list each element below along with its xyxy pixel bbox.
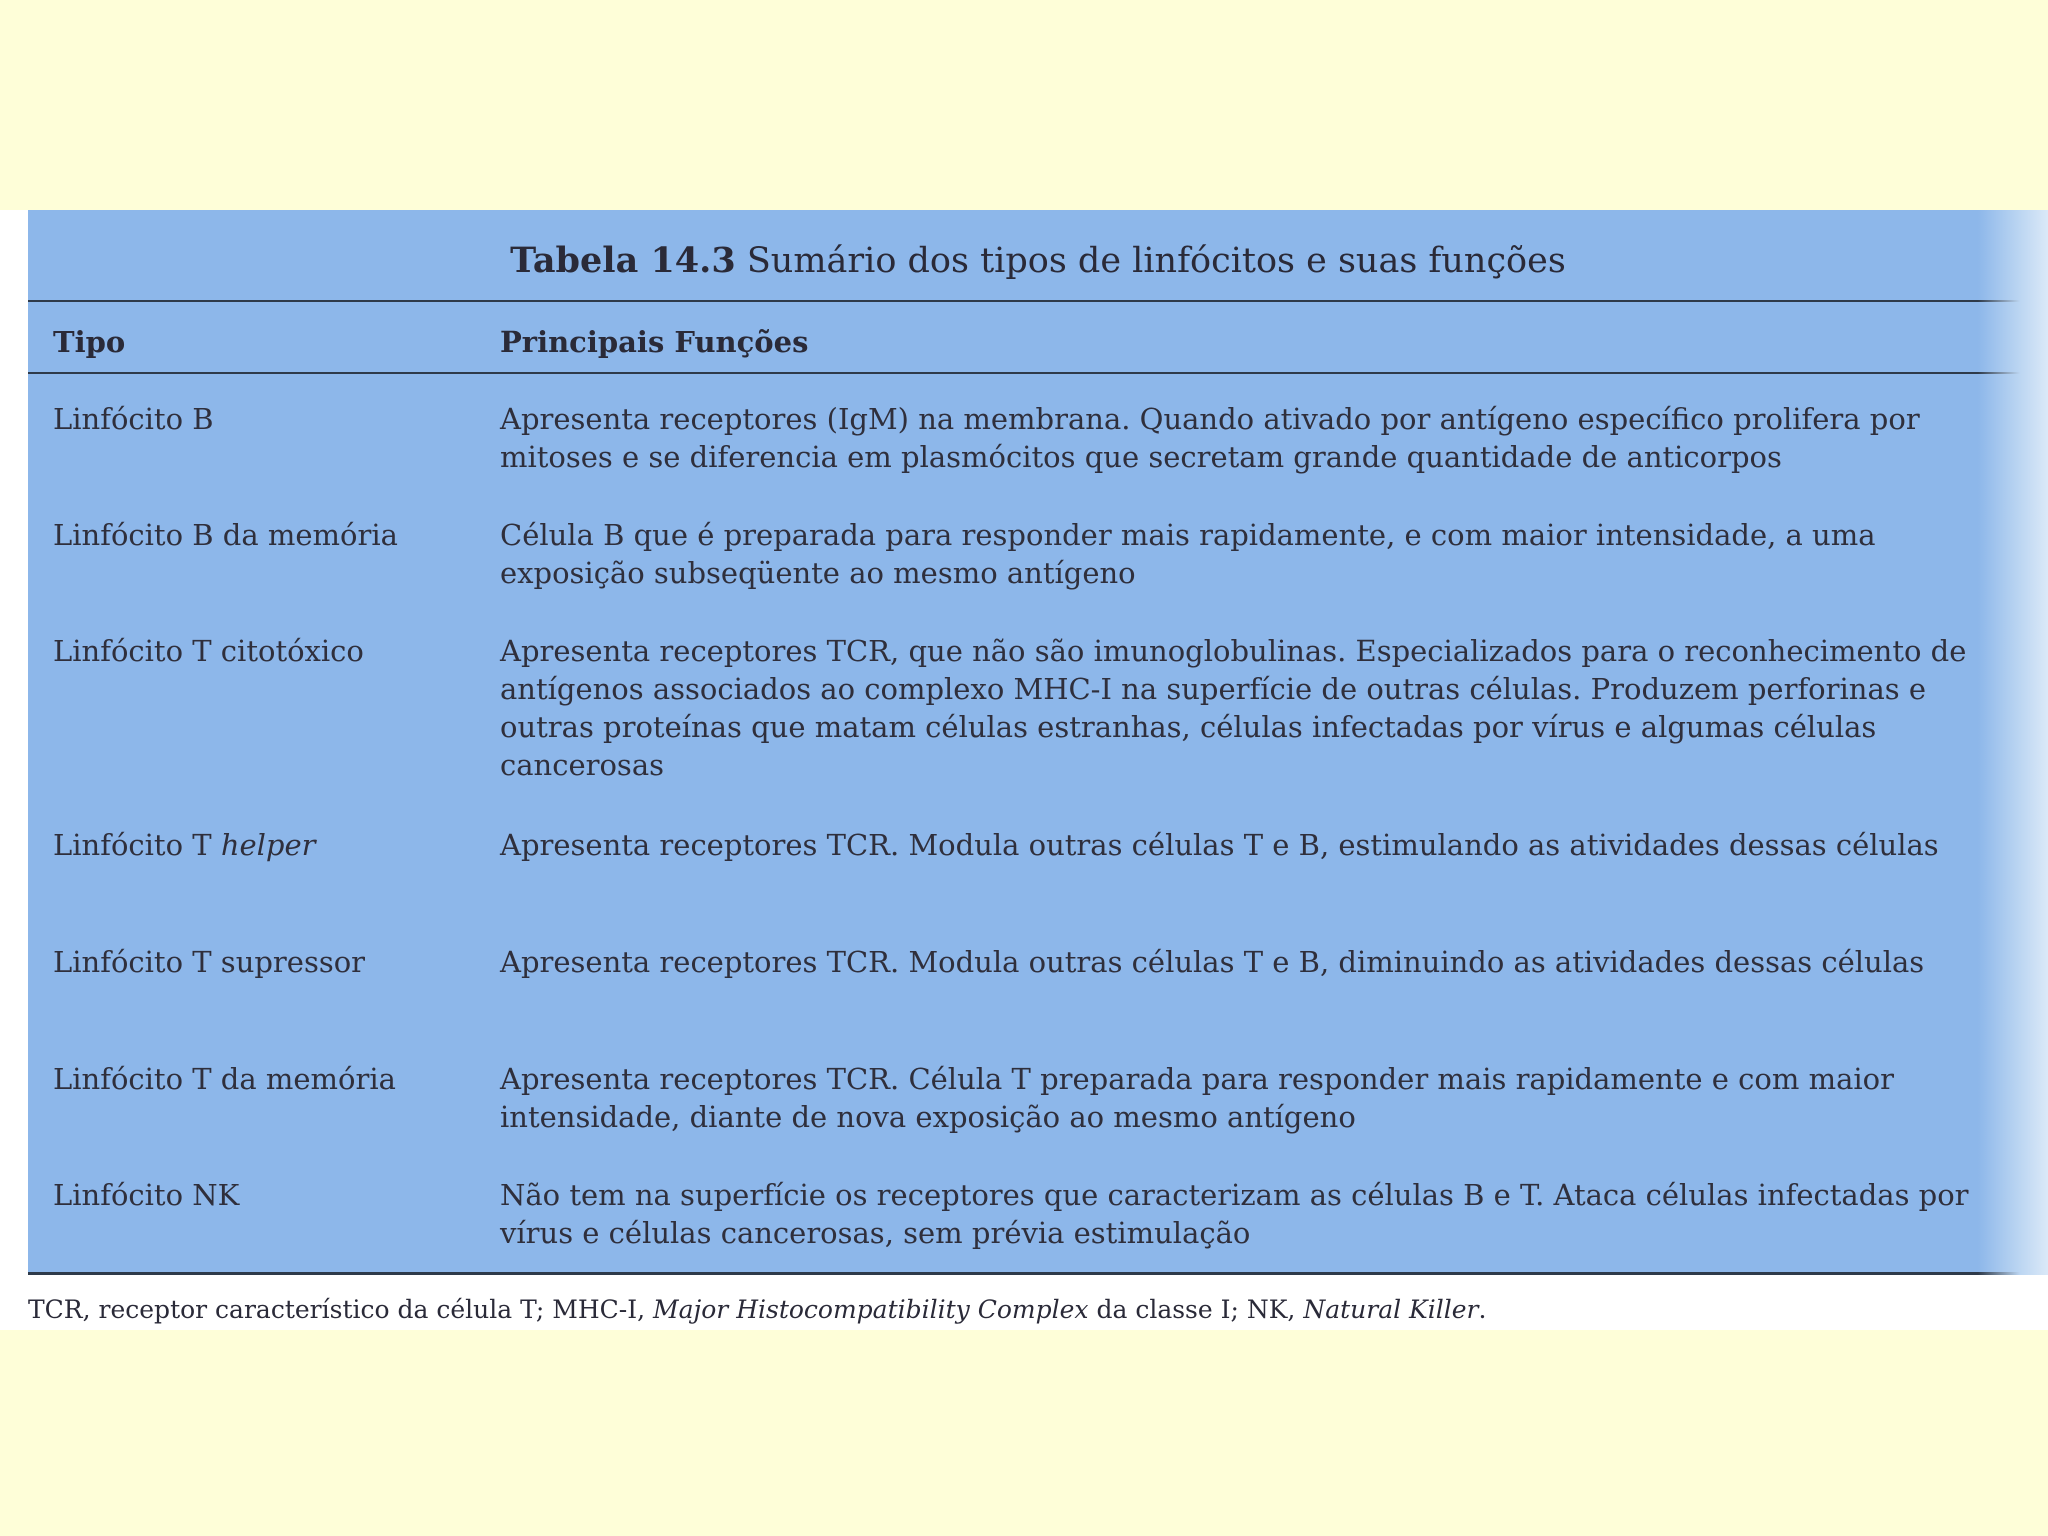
caption-number: Tabela 14.3 xyxy=(510,240,736,281)
row-funcao: Célula B que é preparada para responder mais rapidamente, e com maior intensidade, a uma exposição subseqüente ao mesmo antígeno xyxy=(500,518,1876,590)
table-panel xyxy=(28,210,2048,1275)
row-funcao: Apresenta receptores TCR. Modula outras células T e B, diminuindo as atividades dessas células xyxy=(500,945,1925,979)
caption-text: Sumário dos tipos de linfócitos e suas funções xyxy=(735,241,1566,281)
row-funcao: Não tem na superfície os receptores que caracterizam as células B e T. Ataca células infectadas por vírus e células cancerosas, sem prévia estimulação xyxy=(500,1178,1969,1250)
row-funcao: Apresenta receptores (IgM) na membrana. Quando ativado por antígeno específico prolifera por mitoses e se diferencia em plasmócitos que secretam grande quantidade de anticorpos xyxy=(500,402,1920,474)
row-funcao: Apresenta receptores TCR. Modula outras células T e B, estimulando as atividades dessas células xyxy=(500,828,1939,862)
header-rule xyxy=(28,372,2048,374)
table-footnote xyxy=(28,1295,1486,1324)
footnote-part: TCR, receptor característico da célula T; MHC-I, xyxy=(28,1295,653,1324)
page-edge-shadow xyxy=(1978,210,2048,1275)
row-tipo: Linfócito T supressor xyxy=(53,945,366,979)
table-caption xyxy=(28,240,2048,281)
column-header-tipo: Tipo xyxy=(53,325,126,359)
row-tipo: Linfócito T citotóxico xyxy=(53,634,364,668)
row-tipo xyxy=(53,826,483,864)
row-tipo: Linfócito B da memória xyxy=(53,518,398,552)
row-funcao: Apresenta receptores TCR. Célula T preparada para responder mais rapidamente e com maior intensidade, diante de nova exposição ao mesmo antígeno xyxy=(500,1062,1894,1134)
footnote-part: da classe I; NK, xyxy=(1088,1295,1304,1324)
row-tipo: Linfócito NK xyxy=(53,1178,240,1212)
top-rule xyxy=(28,300,2048,302)
row-tipo: Linfócito B xyxy=(53,402,214,436)
row-tipo-italic: helper xyxy=(220,828,316,862)
row-funcao: Apresenta receptores TCR, que não são imunoglobulinas. Especializados para o reconhecimento de antígenos associados ao complexo MHC-I na superfície de outras células. Produzem perforinas e outras proteínas que matam células estranhas, células infectadas por vírus e algumas células cancerosas xyxy=(500,634,1967,782)
scanned-page xyxy=(0,210,2048,1330)
footnote-italic: Natural Killer xyxy=(1303,1295,1479,1324)
footnote-part: . xyxy=(1478,1295,1487,1324)
bottom-rule xyxy=(28,1272,2048,1275)
row-tipo-prefix: Linfócito T xyxy=(53,828,221,862)
column-header-funcoes: Principais Funções xyxy=(500,325,809,359)
footnote-italic: Major Histocompatibility Complex xyxy=(652,1295,1089,1324)
row-tipo: Linfócito T da memória xyxy=(53,1062,396,1096)
